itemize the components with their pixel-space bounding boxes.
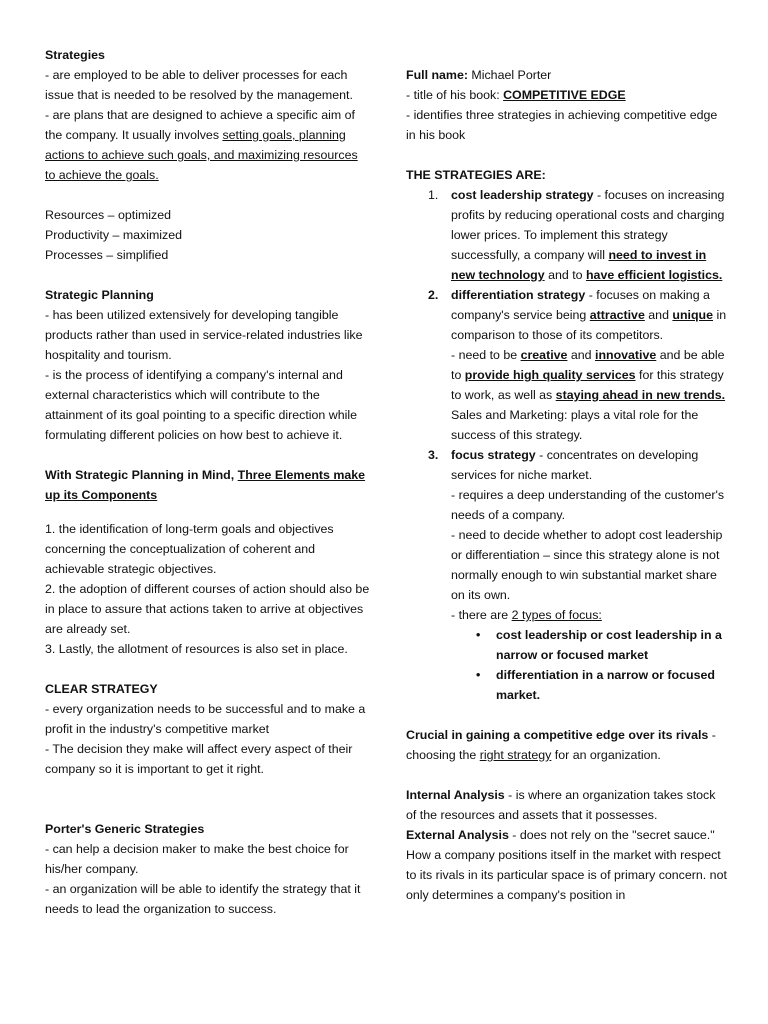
- element-item-1: 1. the identification of long-term goals and objectives concerning the conceptualization of coherent and achievable strategic objectives.: [45, 522, 334, 576]
- strategy-2-desc: - focuses on making a company's service being: [451, 288, 710, 322]
- book-title: COMPETITIVE EDGE: [503, 88, 626, 102]
- full-name-label: Full name:: [406, 68, 468, 82]
- internal-analysis-text: - is where an organization takes stock of the resources and assets that it possesses.: [406, 788, 716, 822]
- strategy-number-3: 3.: [428, 448, 439, 462]
- strategy-2-quality: provide high quality services: [464, 368, 636, 382]
- strategy-1-text: [451, 185, 728, 285]
- strategy-3-text: [451, 445, 728, 485]
- three-elements-heading-underlined: Three Elements make up its Components: [45, 468, 366, 502]
- book-title-line: [406, 85, 728, 105]
- porters-p1: - can help a decision maker to make the best choice for his/her company.: [45, 842, 349, 876]
- crucial-text-c: for an organization.: [551, 748, 661, 762]
- crucial-text-a: - choosing the: [406, 728, 716, 762]
- clear-strategy-p2: - The decision they make will affect every aspect of their company so it is important to get it right.: [45, 742, 353, 776]
- strategy-2-sales: Sales and Marketing: plays a vital role for the success of this strategy.: [451, 408, 699, 442]
- strategy-2-needs-d: for this strategy to work, as well as: [451, 368, 724, 402]
- full-name-value: Michael Porter: [467, 68, 552, 82]
- strategy-1-underline-1: need to invest in new technology: [451, 248, 707, 282]
- strategies-are-heading: THE STRATEGIES ARE:: [406, 168, 546, 182]
- strategy-2-creative: creative: [520, 348, 568, 362]
- strategy-2-needs: [451, 345, 728, 405]
- external-analysis: [406, 825, 728, 905]
- strategy-2-and: and: [644, 308, 673, 322]
- strategy-1-desc-2: and to: [544, 268, 586, 282]
- strategy-2-needs-b: and: [567, 348, 595, 362]
- strategic-planning-heading: Strategic Planning: [45, 288, 154, 302]
- strategy-2-unique: unique: [672, 308, 714, 322]
- focus-bullet-2: [406, 665, 728, 705]
- strategy-3-p1: - requires a deep understanding of the customer's needs of a company.: [451, 488, 725, 522]
- crucial-heading: Crucial in gaining a competitive edge over its rivals: [406, 728, 709, 742]
- porters-p2: - an organization will be able to identify the strategy that it needs to lead the organization to success.: [45, 882, 361, 916]
- strategy-3-p3-text: - there are: [451, 608, 512, 622]
- right-column: [406, 65, 728, 905]
- strategy-3-title: focus strategy: [451, 448, 536, 462]
- strategies-p2-underlined: setting goals, planning actions to achieve such goals, and maximizing resources to achieve the goals.: [45, 128, 358, 182]
- internal-analysis-heading: Internal Analysis: [406, 788, 505, 802]
- full-name-line: [406, 65, 728, 85]
- external-analysis-text: - does not rely on the "secret sauce." How a company positions itself in the market with respect to its rivals in its particular space is of primary concern. not only determines a company's position in: [406, 828, 727, 902]
- strategy-item-1: [406, 185, 728, 285]
- porters-heading: Porter's Generic Strategies: [45, 822, 205, 836]
- strategy-number-1: 1.: [428, 188, 439, 202]
- strategy-2-text: [451, 285, 728, 345]
- strategy-item-2: [406, 285, 728, 445]
- strategy-2-innovative: innovative: [595, 348, 657, 362]
- focus-bullet-2-text: differentiation in a narrow or focused market.: [496, 668, 715, 702]
- strategies-heading: Strategies: [45, 48, 105, 62]
- strategy-1-desc: - focuses on increasing profits by reducing operational costs and charging lower prices. To implement this strategy successfully, a company will: [451, 188, 725, 262]
- internal-analysis: [406, 785, 728, 825]
- strategy-2-needs-c: and be able to: [451, 348, 725, 382]
- strategies-p2: [45, 105, 370, 185]
- focus-bullet-1: [406, 625, 728, 665]
- strategy-2-title: differentiation strategy: [451, 288, 586, 302]
- left-column: [45, 45, 370, 919]
- crucial-right-strategy: right strategy: [479, 748, 552, 762]
- strategy-3-types: 2 types of focus:: [511, 608, 602, 622]
- strategy-2-trends: staying ahead in new trends.: [555, 388, 726, 402]
- strategy-2-desc-2: in comparison to those of its competitors.: [451, 308, 727, 342]
- productivity-line: Productivity – maximized: [45, 228, 183, 242]
- element-item-2: 2. the adoption of different courses of action should also be in place to assure that actions taken to arrive at objectives are already set.: [45, 582, 370, 636]
- crucial-paragraph: [406, 725, 728, 765]
- strategies-p2-text: - are plans that are designed to achieve a specific aim of the company. It usually involves: [45, 108, 355, 142]
- strategy-3-p2: - need to decide whether to adopt cost leadership or differentiation – since this strategy alone is not normally enough to win substantial market share on its own.: [451, 528, 723, 602]
- strategy-2-needs-a: - need to be: [451, 348, 521, 362]
- clear-strategy-heading: CLEAR STRATEGY: [45, 682, 158, 696]
- strategy-item-3: [406, 445, 728, 625]
- book-title-text: - title of his book:: [406, 88, 504, 102]
- strategy-number-2: 2.: [428, 288, 439, 302]
- focus-bullet-1-text: cost leadership or cost leadership in a narrow or focused market: [496, 628, 722, 662]
- strategic-planning-p2: - is the process of identifying a company's internal and external characteristics which will contribute to the attainment of its goal pointing to a specific direction while formulating different policies on how best to achieve it.: [45, 368, 358, 442]
- resources-line: Resources – optimized: [45, 208, 172, 222]
- strategy-3-desc: - concentrates on developing services for niche market.: [451, 448, 699, 482]
- strategy-1-title: cost leadership strategy: [451, 188, 594, 202]
- three-elements-heading: [45, 465, 370, 505]
- processes-line: Processes – simplified: [45, 248, 169, 262]
- strategy-1-underline-2: have efficient logistics.: [585, 268, 723, 282]
- identifies-line: - identifies three strategies in achieving competitive edge in his book: [406, 108, 718, 142]
- bullet-icon: •: [476, 628, 481, 642]
- bullet-icon: •: [476, 668, 481, 682]
- external-analysis-heading: External Analysis: [406, 828, 509, 842]
- element-item-3: 3. Lastly, the allotment of resources is also set in place.: [45, 642, 348, 656]
- strategy-3-p3: [451, 605, 728, 625]
- three-elements-heading-text: With Strategic Planning in Mind,: [45, 468, 238, 482]
- strategies-p1: - are employed to be able to deliver processes for each issue that is needed to be resolved by the management.: [45, 68, 353, 102]
- strategic-planning-p1: - has been utilized extensively for developing tangible products rather than used in service-related industries like hospitality and tourism.: [45, 308, 363, 362]
- clear-strategy-p1: - every organization needs to be successful and to make a profit in the industry's competitive market: [45, 702, 366, 736]
- strategy-2-attractive: attractive: [589, 308, 645, 322]
